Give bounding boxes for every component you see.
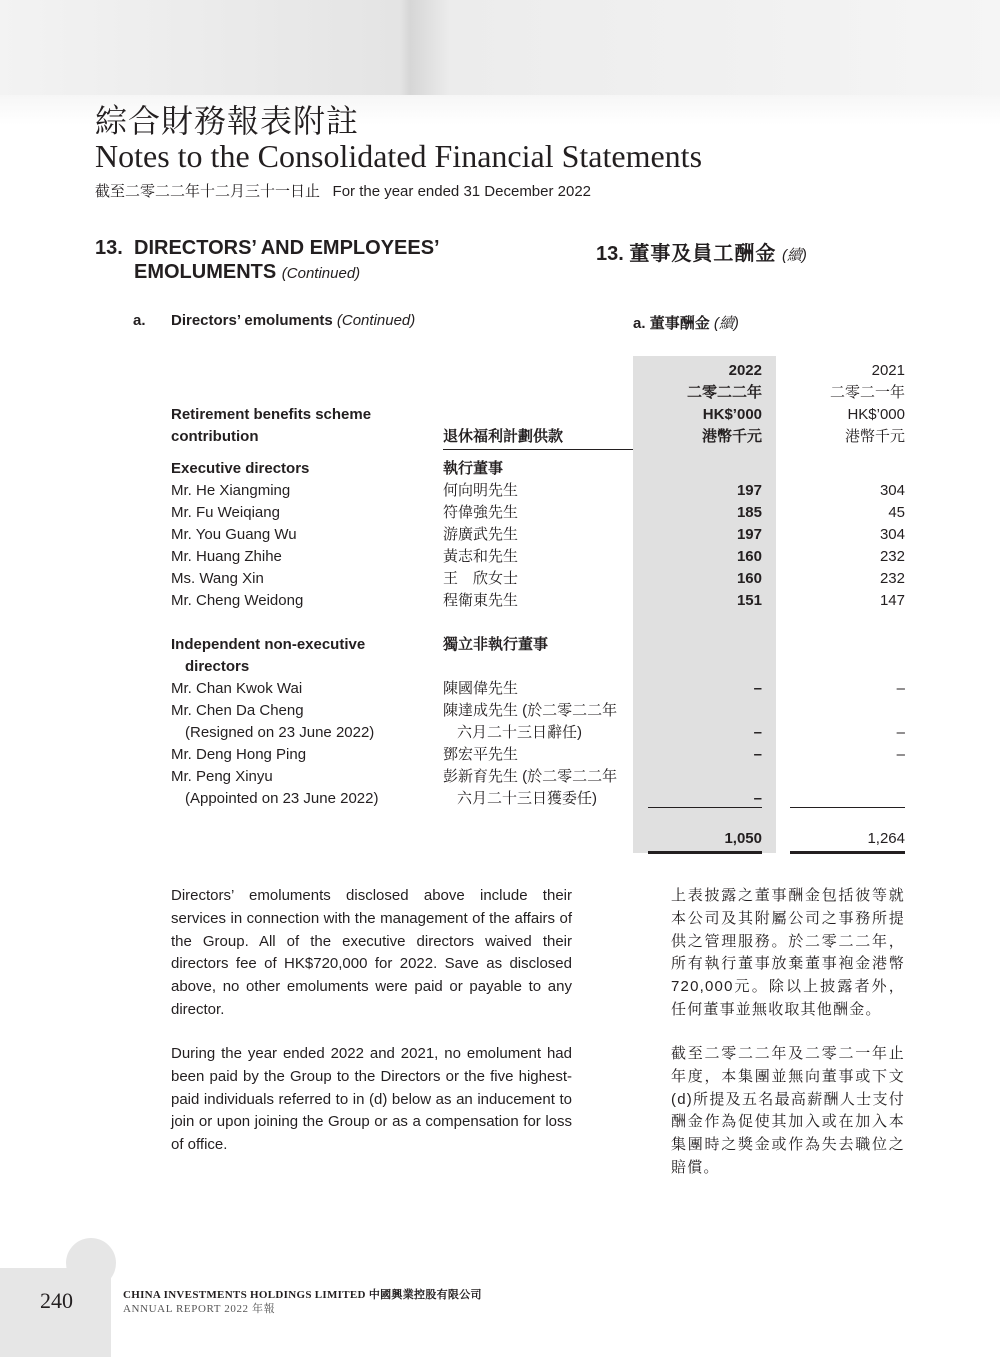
director-name-en: Ms. Wang Xin (171, 570, 264, 587)
value-2021: 147 (879, 592, 905, 609)
director-note-zh: 六月二十三日辭任) (457, 724, 582, 741)
caption-underline (443, 449, 633, 450)
director-name-zh: 程衛東先生 (443, 592, 519, 609)
total-2022: 1,050 (724, 830, 762, 847)
table-caption-en-line1: Retirement benefits scheme (171, 406, 372, 423)
subsection-letter-zh: a. (633, 315, 646, 332)
subtotal-rule-2022 (648, 807, 762, 808)
period-zh: 截至二零二二年十二月三十一日止 (95, 183, 321, 200)
period-line (95, 180, 591, 201)
total-double-rule-2022 (648, 851, 762, 854)
value-2022: – (753, 680, 762, 697)
value-2021: – (896, 746, 905, 763)
total-2021: 1,264 (867, 830, 905, 847)
director-name-zh: 何向明先生 (443, 482, 519, 499)
director-note-en: (Resigned on 23 June 2022) (185, 724, 375, 741)
director-name-en: Mr. Cheng Weidong (171, 592, 304, 609)
col-2022-year-zh: 二零二二年 (686, 384, 762, 401)
col-2022-unit-zh: 港幣千元 (701, 428, 762, 445)
value-2022: 151 (736, 592, 762, 609)
table-caption-en-line2: contribution (171, 428, 259, 445)
subsection-heading-zh (633, 312, 739, 333)
header-background-band (0, 0, 1000, 95)
note-paragraph-2-en: During the year ended 2022 and 2021, no emolument had been paid by the Group to the Directors or the five highest-paid individuals referred to in (d) below as an inducement to join or upon joining the Group or as a compensation for loss of office. (171, 1045, 572, 1154)
director-note-en: (Appointed on 23 June 2022) (185, 790, 379, 807)
director-name-zh: 彭新育先生 (於二零二二年 (443, 768, 618, 785)
page-number: 240 (40, 1288, 73, 1313)
director-name-en: Mr. He Xiangming (171, 482, 291, 499)
director-name-en: Mr. Fu Weiqiang (171, 504, 280, 521)
exec-heading-zh: 執行董事 (443, 460, 504, 477)
subsection-continued-zh: (續) (713, 315, 739, 332)
page-title-zh: 綜合財務報表附註 (95, 102, 360, 140)
col-2021-year: 2021 (871, 362, 905, 379)
director-name-en: Mr. Huang Zhihe (171, 548, 282, 565)
director-name-zh: 符偉強先生 (443, 504, 519, 521)
table-caption-zh: 退休福利計劃供款 (443, 428, 564, 445)
col-2021-unit-zh: 港幣千元 (844, 428, 905, 445)
subsection-title-en: Directors’ emoluments (171, 312, 333, 329)
value-2021: 304 (879, 526, 905, 543)
col-2021-year-zh: 二零二一年 (829, 384, 905, 401)
director-name-en: Mr. Chan Kwok Wai (171, 680, 303, 697)
value-2022: 160 (736, 548, 762, 565)
subsection-title-zh: 董事酬金 (649, 315, 710, 332)
period-en: For the year ended 31 December 2022 (332, 183, 592, 200)
director-name-zh: 黃志和先生 (443, 548, 519, 565)
section-title-zh: 董事及員工酬金 (629, 243, 777, 265)
section-number-zh: 13. (596, 243, 624, 265)
director-name-zh: 鄧宏平先生 (443, 746, 519, 763)
value-2022: 197 (736, 482, 762, 499)
total-double-rule-2021 (790, 851, 905, 854)
subsection-continued-en: (Continued) (336, 312, 416, 329)
section-number-en: 13. (95, 237, 123, 259)
section-title-en-text: EMOLUMENTS (134, 261, 277, 283)
director-name-en: Mr. Deng Hong Ping (171, 746, 307, 763)
value-2022: – (753, 746, 762, 763)
director-name-zh: 陳達成先生 (於二零二二年 (443, 702, 618, 719)
director-note-zh: 六月二十三日獲委任) (457, 790, 597, 807)
section-continued-en: (Continued) (281, 265, 361, 282)
note-paragraph-1-en: Directors’ emoluments disclosed above include their services in connection with the management of the affairs of the Group. All of the executive directors waived their directors fee of HK$720,000 for 2022. Save as disclosed above, no other emoluments were paid or payable to any director. (171, 887, 572, 1018)
director-name-zh: 陳國偉先生 (443, 680, 519, 697)
section-continued-zh: (續) (781, 247, 807, 264)
col-2022-unit: HK$’000 (702, 406, 762, 423)
section-title-en-line1: DIRECTORS’ AND EMPLOYEES’ (134, 237, 440, 259)
director-name-en: Mr. Chen Da Cheng (171, 702, 304, 719)
director-name-en: Mr. Peng Xinyu (171, 768, 273, 785)
col-2022-year: 2022 (728, 362, 762, 379)
value-2021: 45 (888, 504, 905, 521)
section-heading-zh (596, 237, 807, 266)
director-name-en: Mr. You Guang Wu (171, 526, 297, 543)
value-2021: – (896, 680, 905, 697)
value-2022: 197 (736, 526, 762, 543)
subtotal-rule-2021 (790, 807, 905, 808)
inde-heading-en-line1: Independent non-executive (171, 636, 366, 653)
value-2021: 304 (879, 482, 905, 499)
footer-report-title: ANNUAL REPORT 2022 年報 (123, 1303, 276, 1315)
page-title-en: Notes to the Consolidated Financial Statements (95, 138, 703, 174)
value-2022: 160 (736, 570, 762, 587)
value-2021: – (896, 724, 905, 741)
value-2022: – (753, 724, 762, 741)
section-title-en-line2 (134, 261, 360, 284)
inde-heading-en-line2: directors (185, 658, 250, 675)
value-2021: 232 (879, 570, 905, 587)
note-paragraph-2-zh: 截至二零二二年及二零二一年止年度，本集團並無向董事或下文(d)所提及五名最高薪酬人士支付酬金作為促使其加入或在加入本集團時之獎金或作為失去職位之賠償。 (671, 1045, 905, 1176)
footer-company-name: CHINA INVESTMENTS HOLDINGS LIMITED 中國興業控股有限公司 (123, 1289, 482, 1301)
value-2022: – (753, 790, 762, 807)
value-2022: 185 (736, 504, 762, 521)
director-name-zh: 游廣武先生 (443, 526, 519, 543)
inde-heading-zh: 獨立非執行董事 (443, 636, 549, 653)
subsection-letter-en: a. (133, 312, 146, 329)
note-paragraph-1-zh: 上表披露之董事酬金包括彼等就本公司及其附屬公司之事務所提供之管理服務。於二零二二年，所有執行董事放棄董事袍金港幣720,000元。除以上披露者外，任何董事並無收取其他酬金。 (671, 887, 905, 1018)
value-2021: 232 (879, 548, 905, 565)
director-name-zh: 王 欣女士 (443, 570, 519, 587)
col-2021-unit: HK$’000 (847, 406, 905, 423)
exec-heading-en: Executive directors (171, 460, 310, 477)
subsection-heading-en (171, 312, 415, 329)
